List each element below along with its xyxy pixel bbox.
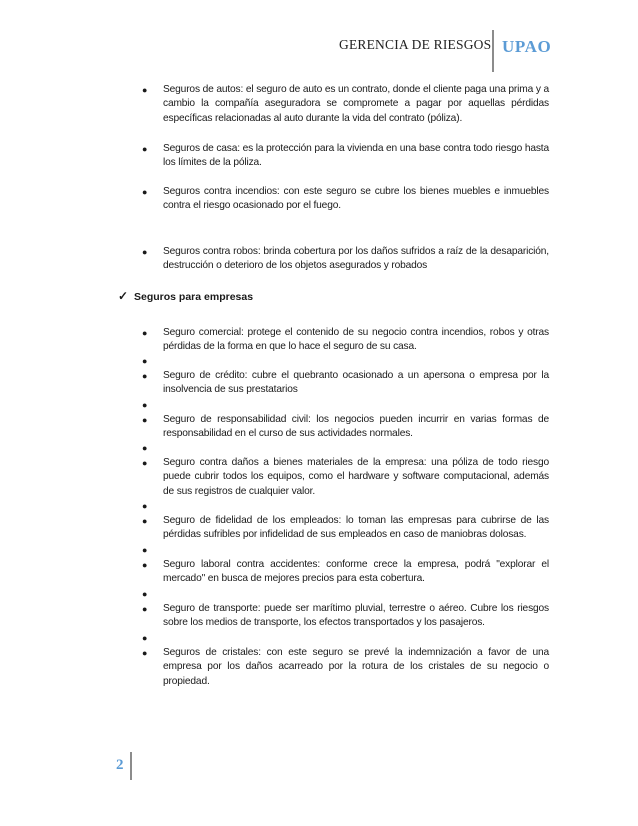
bullet-icon: ● [142,560,148,570]
list-item: Seguros de casa: es la protección para la vivienda en una base contra todo riesgo hasta los límites de la póliza. [163,143,549,169]
list-item: Seguro de transporte: puede ser marítimo pluvial, terrestre o aéreo. Cubre los riesgos sobre los medios de transporte, los efectos transportados y los pasajeros. [163,603,549,629]
page-header [0,0,638,70]
bullet-icon: ● [142,443,148,453]
bullet-icon: ● [142,328,148,338]
list-item: Seguros contra robos: brinda cobertura por los daños sufridos a raíz de la desaparición, destrucción o deterioro de los objetos asegurados y robados [163,246,549,272]
list-item: Seguros de autos: el seguro de auto es un contrato, donde el cliente paga una prima y a cambio la compañía aseguradora se compromete a pagar por aquellas pérdidas específicas relacionadas al auto durante la vida del contrato (póliza). [163,84,549,124]
checkmark-icon: ✓ [118,289,129,303]
bullet-icon: ● [142,85,148,95]
bullet-icon: ● [142,371,148,381]
bullet-icon: ● [142,604,148,614]
header-divider [492,30,494,72]
list-item: Seguro laboral contra accidentes: conforme crece la empresa, podrá "explorar el mercado" en busca de mejores precios para esta cobertura. [163,559,549,585]
bullet-icon: ● [142,187,148,197]
bullet-icon: ● [142,501,148,511]
list-item: Seguros contra incendios: con este seguro se cubre los bienes muebles e inmuebles contra el riesgo ocasionado por el fuego. [163,186,549,212]
list-item: Seguro contra daños a bienes materiales de la empresa: una póliza de todo riesgo puede cubrir todos los equipos, como el hardware y software computacional, además de sus registros de cualquier valor. [163,457,549,497]
bullet-icon: ● [142,356,148,366]
bullet-icon: ● [142,648,148,658]
bullet-icon: ● [142,589,148,599]
header-title: GERENCIA DE RIESGOS [339,37,492,52]
bullet-icon: ● [142,633,148,643]
section-heading: Seguros para empresas [134,291,254,303]
list-item: Seguro de crédito: cubre el quebranto ocasionado a un apersona o empresa por la insolvencia de sus prestatarios [163,370,549,396]
bullet-icon: ● [142,400,148,410]
bullet-icon: ● [142,144,148,154]
header-brand: UPAO [502,37,552,56]
bullet-icon: ● [142,516,148,526]
bullet-icon: ● [142,458,148,468]
list-item: Seguro de responsabilidad civil: los negocios pueden incurrir en varias formas de responsabilidad en el curso de sus actividades normales. [163,414,549,440]
page-number: 2 [116,757,124,773]
bullet-icon: ● [142,545,148,555]
bullet-icon: ● [142,247,148,257]
bullet-icon: ● [142,415,148,425]
list-item: Seguros de cristales: con este seguro se prevé la indemnización a favor de una empresa por los daños acarreado por la rotura de los cristales de su negocio o propiedad. [163,647,549,687]
footer-divider [130,752,132,780]
list-item: Seguro de fidelidad de los empleados: lo toman las empresas para cubrirse de las pérdidas sufribles por infidelidad de sus empleados en caso de maniobras dolosas. [163,515,549,541]
list-item: Seguro comercial: protege el contenido de su negocio contra incendios, robos y otras pérdidas de la forma en que lo hace el seguro de su casa. [163,327,549,353]
